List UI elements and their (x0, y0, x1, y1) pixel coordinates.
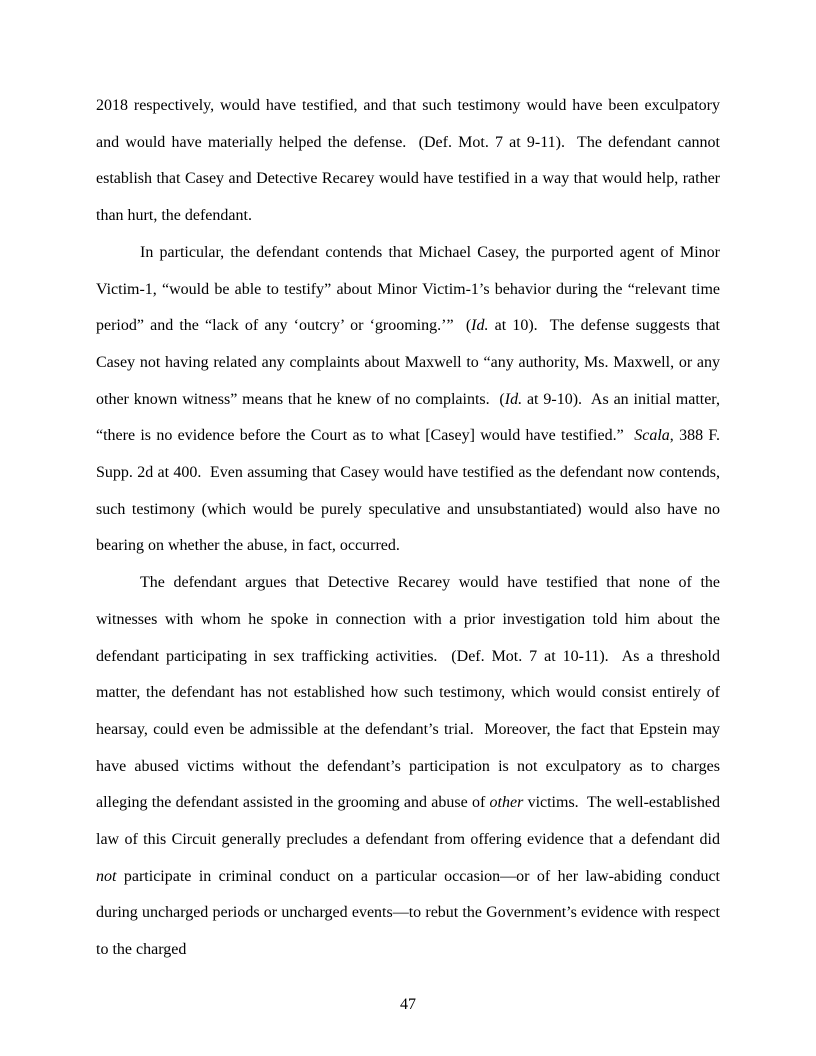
text-run: participate in criminal conduct on a particular occasion—or of her law-abiding conduct during uncharged periods or uncharged events—to rebut the Government’s evidence with respect to the charged (96, 867, 724, 959)
page-number: 47 (400, 996, 416, 1013)
italic-text-run: Id. (471, 317, 489, 335)
text-run: at 10). The defense suggests that Casey not having related any complaints about Maxwell to “any authority, Ms. Maxwell, or any other known witness” means that he knew of no complaints. ( (96, 317, 725, 408)
paragraph (96, 88, 724, 235)
paragraph (96, 235, 725, 565)
paragraph (96, 565, 724, 969)
text-run: In particular, the defendant contends that Michael Casey, the purported agent of Minor Victim-1, “would be able to testify” about Minor Victim-1’s behavior during the “relevant time period” and the “lack of any ‘outcry’ or ‘grooming.’” ( (96, 243, 724, 335)
text-run: victims. The well-established law of this Circuit generally precludes a defendant from offering evidence that a defendant did (96, 794, 724, 849)
text-run: 2018 respectively, would have testified, and that such testimony would have been exculpatory and would have materially helped the defense. (Def. Mot. 7 at 9-11). The defendant cannot establish that Casey and Detective Recarey would have testified in a way that would help, rather than hurt, the defendant. (96, 97, 724, 225)
text-run: The defendant argues that Detective Recarey would have testified that none of the witnesses with whom he spoke in connection with a prior investigation told him about the defendant participating in sex trafficking activities. (Def. Mot. 7 at 10-11). As a threshold matter, the defendant has not established how such testimony, which would consist entirely of hearsay, could even be admissible at the defendant’s trial. Moreover, the fact that Epstein may have abused victims without the defendant’s participation is not exculpatory as to charges alleging the defendant assisted in the grooming and abuse of (96, 574, 724, 812)
text-run: at 9-10). As an initial matter, “there is no evidence before the Court as to what [Casey] would have testified.” (96, 390, 724, 445)
italic-text-run: Id. (504, 390, 523, 408)
italic-text-run: not (96, 867, 117, 885)
document-body (96, 88, 725, 969)
page-footer (0, 995, 816, 1015)
italic-text-run: Scala (634, 427, 670, 445)
text-run: , 388 F. Supp. 2d at 400. Even assuming that Casey would have testified as the defendant now contends, such testimony (which would be purely speculative and unsubstantiated) would also have no bearing on whether the abuse, in fact, occurred. (96, 427, 724, 555)
italic-text-run: other (489, 794, 524, 812)
